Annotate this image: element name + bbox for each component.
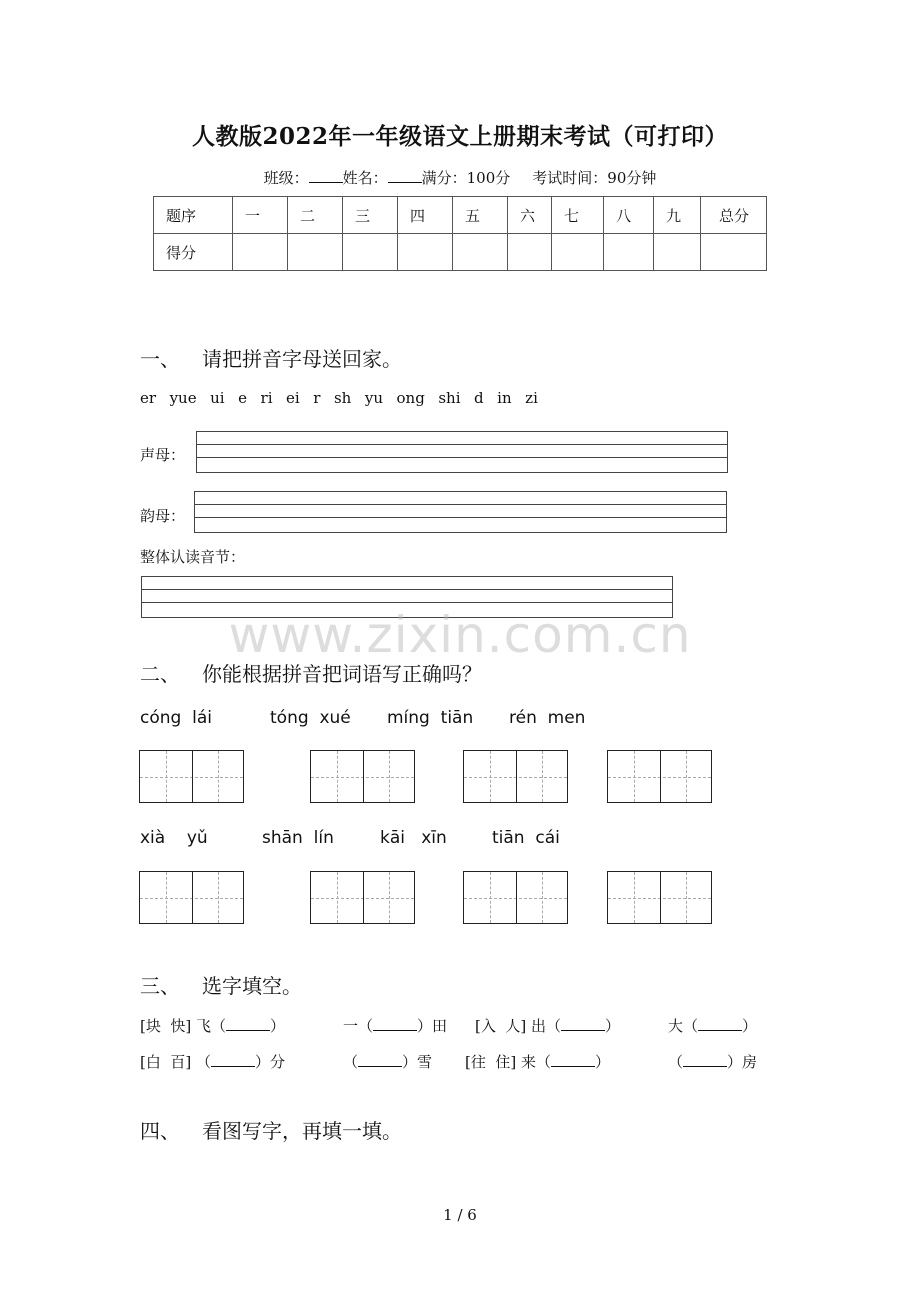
table-cell: 二: [288, 197, 343, 234]
fill-item: [465, 1051, 610, 1072]
section-title: 请把拼音字母送回家。: [202, 347, 402, 371]
fill-item: [140, 1051, 285, 1072]
fill-item: [668, 1051, 757, 1072]
score-table-header: [154, 197, 767, 234]
table-cell: 得分: [154, 234, 233, 271]
exam-time: 考试时间：90分钟: [532, 169, 657, 187]
fill-text: [白 百] （: [140, 1053, 212, 1071]
section-number: 三、: [140, 974, 180, 998]
answer-blank[interactable]: [561, 1017, 605, 1031]
name-blank: [388, 168, 422, 183]
table-cell: 七: [552, 197, 604, 234]
tianzige-box[interactable]: [607, 871, 712, 924]
pinyin-word: kāi xīn: [380, 828, 447, 848]
tianzige-box[interactable]: [310, 750, 415, 803]
fill-text: ）: [742, 1017, 758, 1035]
pinyin-word: xià yǔ: [140, 828, 208, 848]
fill-item: [343, 1051, 432, 1072]
tianzige-box[interactable]: [463, 871, 568, 924]
zhengti-label: 整体认读音节：: [140, 548, 246, 566]
section-3-heading: [140, 970, 302, 999]
answer-blank[interactable]: [683, 1053, 727, 1067]
pinyin-word: cóng lái: [140, 708, 212, 728]
fill-text: 一（: [343, 1017, 374, 1035]
name-label: 姓名：: [342, 169, 388, 187]
answer-blank[interactable]: [551, 1053, 595, 1067]
tianzige-box[interactable]: [607, 750, 712, 803]
page-title: 人教版2022年一年级语文上册期末考试（可打印）: [191, 123, 728, 150]
tianzige-box[interactable]: [139, 871, 244, 924]
class-label: 班级：: [263, 169, 309, 187]
pinyin-word: tóng xué: [270, 708, 351, 728]
section-title: 你能根据拼音把词语写正确吗？: [202, 662, 482, 686]
table-cell: 八: [604, 197, 654, 234]
score-cell: [453, 234, 508, 271]
score-cell: [398, 234, 453, 271]
section-number: 一、: [140, 347, 180, 371]
section-number: 二、: [140, 662, 180, 686]
section-4-heading: [140, 1115, 402, 1144]
shengmu-label: 声母：: [140, 446, 186, 464]
pinyin-word: shān lín: [262, 828, 334, 848]
tianzige-box[interactable]: [310, 871, 415, 924]
fill-text: ）田: [417, 1017, 448, 1035]
fill-item: [668, 1015, 757, 1036]
score-cell: [604, 234, 654, 271]
fill-text: ）: [605, 1017, 621, 1035]
tianzige-box[interactable]: [463, 750, 568, 803]
fill-text: （: [668, 1053, 684, 1071]
fill-text: [入 人] 出（: [475, 1017, 562, 1035]
exam-info: [0, 167, 920, 188]
fill-text: ）: [595, 1053, 611, 1071]
answer-blank[interactable]: [211, 1053, 255, 1067]
table-cell: 三: [343, 197, 398, 234]
pinyin-letters: er yue ui e ri ei r sh yu ong shi d in zi: [140, 389, 538, 407]
pinyin-word: tiān cái: [492, 828, 560, 848]
table-cell: 五: [453, 197, 508, 234]
fill-text: ）分: [255, 1053, 286, 1071]
section-title: 看图写字，再填一填。: [202, 1119, 402, 1143]
table-cell: 总分: [701, 197, 767, 234]
page-number: 1 / 6: [443, 1206, 477, 1224]
answer-blank[interactable]: [698, 1017, 742, 1031]
score-cell: [701, 234, 767, 271]
pinyin-word: rén men: [509, 708, 586, 728]
answer-blank[interactable]: [373, 1017, 417, 1031]
section-2-heading: [140, 658, 482, 687]
shengmu-writing-lines[interactable]: [196, 431, 728, 473]
fill-item: [475, 1015, 620, 1036]
yunmu-label: 韵母：: [140, 507, 186, 525]
section-1-heading: [140, 343, 402, 372]
answer-blank[interactable]: [226, 1017, 270, 1031]
table-cell: 九: [654, 197, 701, 234]
score-table-row: [154, 234, 767, 271]
score-cell: [288, 234, 343, 271]
table-cell: 题序: [154, 197, 233, 234]
score-cell: [508, 234, 552, 271]
fill-text: ）: [270, 1017, 286, 1035]
table-cell: 一: [233, 197, 288, 234]
section-number: 四、: [140, 1119, 180, 1143]
fill-item: [140, 1015, 285, 1036]
fill-item: [343, 1015, 447, 1036]
fill-text: ）雪: [402, 1053, 433, 1071]
section-title: 选字填空。: [202, 974, 302, 998]
full-score: 满分：100分: [421, 169, 511, 187]
fill-text: ）房: [727, 1053, 758, 1071]
table-cell: 六: [508, 197, 552, 234]
answer-blank[interactable]: [358, 1053, 402, 1067]
fill-text: 大（: [668, 1017, 699, 1035]
yunmu-writing-lines[interactable]: [194, 491, 727, 533]
tianzige-box[interactable]: [139, 750, 244, 803]
score-cell: [233, 234, 288, 271]
score-cell: [654, 234, 701, 271]
fill-text: [往 住] 来（: [465, 1053, 552, 1071]
score-cell: [552, 234, 604, 271]
class-blank: [309, 168, 343, 183]
score-table: [153, 196, 767, 271]
table-cell: 四: [398, 197, 453, 234]
score-cell: [343, 234, 398, 271]
fill-text: [块 快] 飞（: [140, 1017, 227, 1035]
watermark: www.zixin.com.cn: [228, 606, 692, 664]
pinyin-word: míng tiān: [387, 708, 474, 728]
fill-text: （: [343, 1053, 359, 1071]
